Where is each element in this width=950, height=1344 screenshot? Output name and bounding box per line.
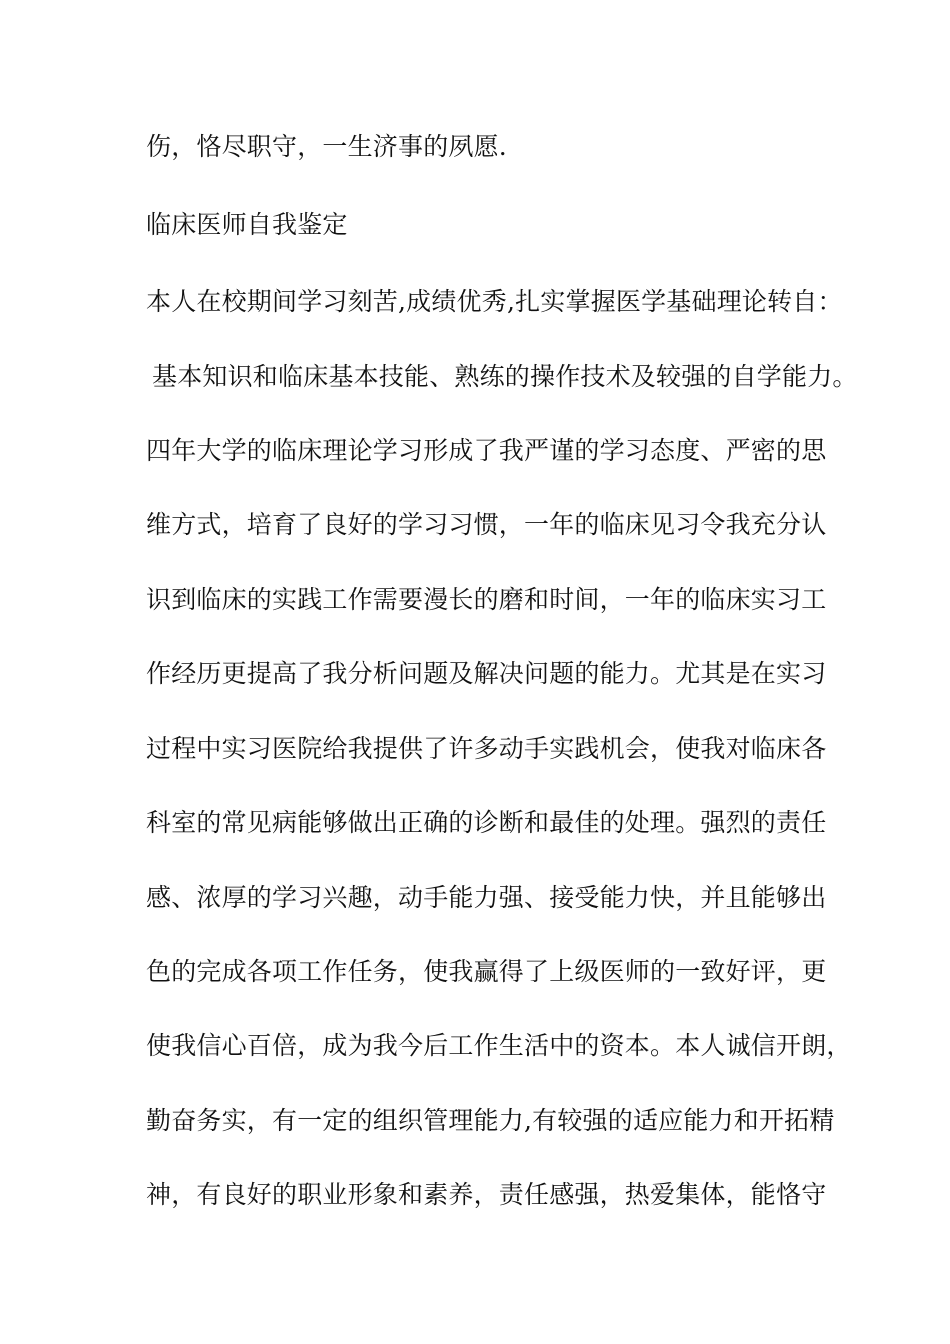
text-line: 使我信心百倍，成为我今后工作生活中的资本。本人诚信开朗， xyxy=(146,1031,852,1060)
text-line: 基本知识和临床基本技能、熟练的操作技术及较强的自学能力。 xyxy=(152,362,858,391)
text-line: 勤奋务实，有一定的组织管理能力,有较强的适应能力和开拓精 xyxy=(146,1106,835,1135)
text-line: 识到临床的实践工作需要漫长的磨和时间，一年的临床实习工 xyxy=(146,585,827,614)
text-line: 维方式，培育了良好的学习习惯，一年的临床见习令我充分认 xyxy=(146,510,827,539)
text-line: 过程中实习医院给我提供了许多动手实践机会，使我对临床各 xyxy=(146,734,827,763)
text-line: 科室的常见病能够做出正确的诊断和最佳的处理。强烈的责任 xyxy=(146,808,827,837)
text-line: 色的完成各项工作任务，使我赢得了上级医师的一致好评，更 xyxy=(146,957,827,986)
text-line: 伤，恪尽职守，一生济事的夙愿. xyxy=(146,132,507,161)
text-line: 感、浓厚的学习兴趣，动手能力强、接受能力快，并且能够出 xyxy=(146,883,827,912)
text-line: 神，有良好的职业形象和素养，责任感强，热爱集体，能恪守 xyxy=(146,1180,827,1209)
section-heading: 临床医师自我鉴定 xyxy=(146,210,348,239)
text-line: 本人在校期间学习刻苦,成绩优秀,扎实掌握医学基础理论转自： xyxy=(146,287,843,316)
text-line: 四年大学的临床理论学习形成了我严谨的学习态度、严密的思 xyxy=(146,436,827,465)
text-line: 作经历更提高了我分析问题及解决问题的能力。尤其是在实习 xyxy=(146,659,827,688)
